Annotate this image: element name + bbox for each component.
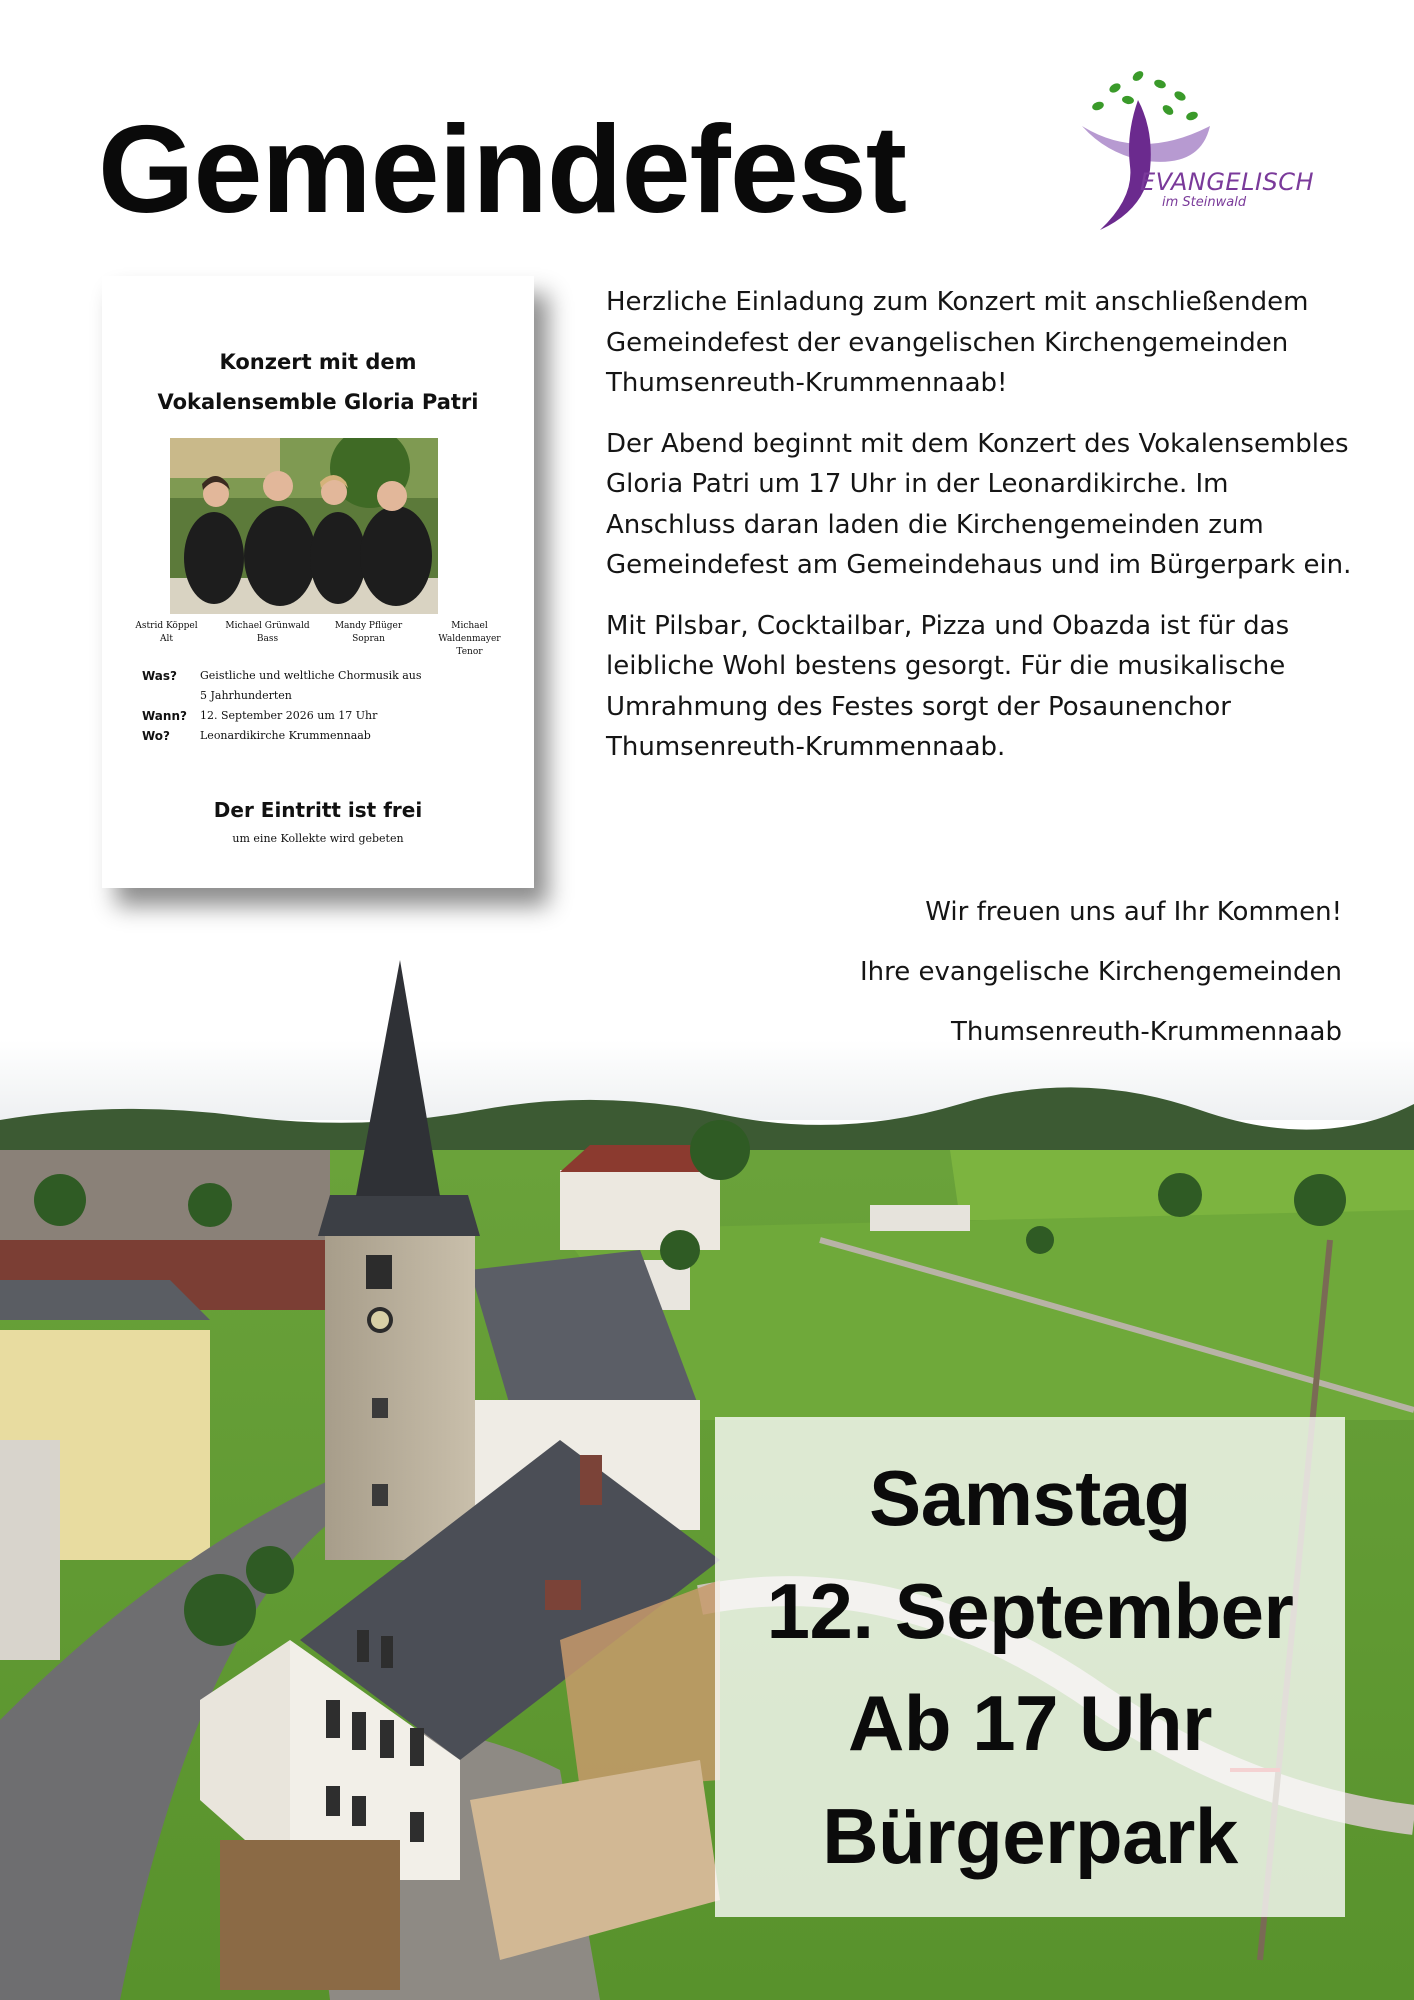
event-place: Bürgerpark (822, 1791, 1238, 1880)
collection-note: um eine Kollekte wird gebeten (232, 832, 404, 845)
event-time: Ab 17 Uhr (848, 1679, 1212, 1768)
concert-details (142, 666, 430, 746)
invitation-paragraph: Der Abend beginnt mit dem Konzert des Vokalensembles Gloria Patri um 17 Uhr in der Leonardikirche. Im Anschluss daran laden die Kirchengemeinden zum Gemeindefest am Gemeindehaus und im Bürgerpark ein. (606, 428, 1352, 580)
invitation-text (606, 282, 1366, 788)
detail-what: Was? Geistliche und weltliche Chormusik aus 5 Jahrhunderten (142, 669, 422, 702)
concert-flyer (102, 276, 534, 888)
event-date: 12. September (766, 1566, 1294, 1655)
logo-subtitle: im Steinwald (1162, 195, 1247, 210)
invitation-paragraph: Herzliche Einladung zum Konzert mit anschließendem Gemeindefest der evangelischen Kirchengemeinden Thumsenreuth-Krummennaab! (606, 287, 1309, 398)
page-title: Gemeindefest (98, 101, 907, 239)
tree-cross-logo-icon (1080, 70, 1340, 235)
flyer-heading: Konzert mit dem Vokalensemble Gloria Patri (157, 350, 479, 414)
free-entry-heading: Der Eintritt ist frei (213, 798, 423, 822)
invitation-paragraph: Mit Pilsbar, Cocktailbar, Pizza und Obazda ist für das leibliche Wohl bestens gesorgt. Für die musikalische Umrahmung des Festes sorgt der Posaunenchor Thumsenreuth-Krummennaab. (606, 610, 1290, 762)
member-michael-w: Michael Waldenmayer Tenor (438, 621, 501, 657)
member-mandy: Mandy Pflüger Sopran (334, 621, 403, 644)
closing-line: Wir freuen uns auf Ihr Kommen! (925, 897, 1342, 927)
detail-where: Wo? Leonardikirche Krummennaab (142, 729, 371, 743)
event-date-panel (715, 1417, 1345, 1917)
closing-line: Thumsenreuth-Krummennaab (950, 1017, 1342, 1047)
closing-line: Ihre evangelische Kirchengemeinden (860, 957, 1342, 987)
detail-when: Wann? 12. September 2026 um 17 Uhr (142, 709, 378, 723)
closing-greeting (860, 882, 1342, 1062)
member-astrid: Astrid Köppel Alt (135, 621, 198, 644)
ensemble-members (116, 620, 520, 659)
member-michael-g: Michael Grünwald Bass (225, 621, 310, 644)
ensemble-photo (170, 438, 438, 614)
logo-wordmark: EVANGELISCH (1140, 168, 1315, 196)
event-day: Samstag (869, 1454, 1191, 1543)
